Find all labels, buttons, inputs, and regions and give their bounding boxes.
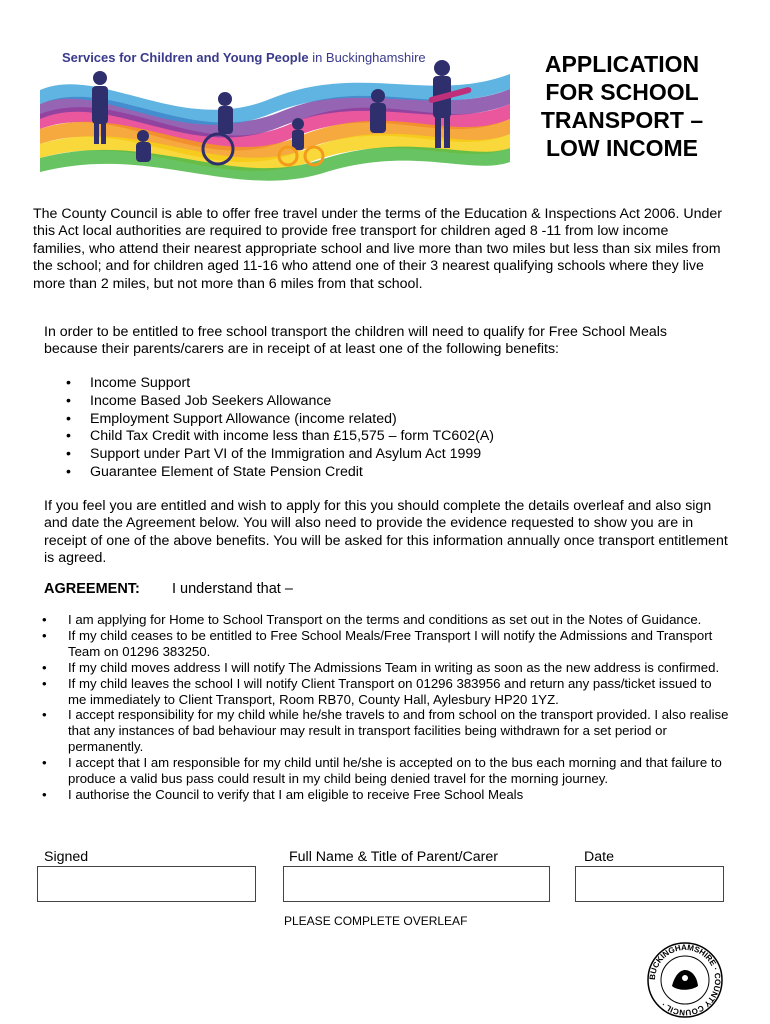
list-item: • If my child moves address I will notify The Admissions Team in writing as soon as the new address is confirmed. (40, 660, 730, 676)
list-item: • Guarantee Element of State Pension Credit (66, 464, 494, 482)
list-item: • I authorise the Council to verify that I am eligible to receive Free School Meals (40, 787, 730, 803)
list-item: • Income Support (66, 375, 494, 393)
full-name-label: Full Name & Title of Parent/Carer (289, 849, 498, 865)
svg-text:BUCKINGHAMSHIRE · COUNTY COUNC: BUCKINGHAMSHIRE · COUNTY COUNCIL · (647, 942, 723, 1018)
list-item: • Support under Part VI of the Immigration and Asylum Act 1999 (66, 446, 494, 464)
signed-label: Signed (44, 849, 89, 865)
agreement-intro: I understand that – (172, 581, 293, 597)
list-item: • I am applying for Home to School Transport on the terms and conditions as set out in the Notes of Guidance. (40, 612, 730, 628)
list-item: • If my child leaves the school I will notify Client Transport on 01296 383956 and return any pass/ticket issued to me immediately to Client Transport, Room RB70, County Hall, Aylesbury HP20 1YZ. (40, 676, 730, 708)
agreement-label: AGREEMENT: (44, 581, 140, 597)
agreement-terms-list (40, 612, 730, 803)
banner-illustration (40, 44, 510, 184)
list-item: • Child Tax Credit with income less than £15,575 – form TC602(A) (66, 428, 494, 446)
council-seal-icon (645, 940, 725, 1020)
date-field[interactable] (575, 866, 724, 902)
full-name-field[interactable] (283, 866, 550, 902)
signature-field[interactable] (37, 866, 256, 902)
list-item: • I accept responsibility for my child while he/she travels to and from school on the transport provided. I also realise that any instances of bad behaviour may result in transport facilities being withdrawn for a set period or permanently. (40, 707, 730, 755)
banner-org-title: Services for Children and Young People in Buckinghamshire (62, 50, 426, 65)
complete-overleaf-note: PLEASE COMPLETE OVERLEAF (284, 914, 468, 928)
list-item: • If my child ceases to be entitled to Free School Meals/Free Transport I will notify the Admissions and Transport Team on 01296 383250. (40, 628, 730, 660)
list-item: • Employment Support Allowance (income related) (66, 411, 494, 429)
list-item: • I accept that I am responsible for my child until he/she is accepted on to the bus each morning and that failure to produce a valid bus pass could result in my child being denied travel for the morning journey. (40, 755, 730, 787)
eligibility-paragraph: In order to be entitled to free school transport the children will need to qualify for Free School Meals because their parents/carers are in receipt of at least one of the following benefits: (44, 324, 668, 358)
agreement-heading (44, 581, 293, 597)
date-label: Date (584, 849, 614, 865)
page-title: APPLICATION FOR SCHOOL TRANSPORT – LOW INCOME (540, 51, 704, 161)
header-banner (40, 44, 510, 184)
intro-paragraph: The County Council is able to offer free travel under the terms of the Education & Inspections Act 2006. Under this Act local authorities are required to provide free transport for children aged 8 -11 from low income families, who attend their nearest appropriate school and live more than two miles but less than six miles from the school; and for children aged 11-16 who attend one of their 3 nearest qualifying schools where they live more than 2 miles, but not more than 6 miles from that school. (33, 206, 723, 292)
apply-paragraph: If you feel you are entitled and wish to apply for this you should complete the details overleaf and also sign and date the Agreement below. You will also need to provide the evidence requested to show you are in receipt of one of the above benefits. You will be asked for this information annually once transport entitlement is agreed. (44, 498, 728, 567)
list-item: • Income Based Job Seekers Allowance (66, 393, 494, 411)
benefits-list (66, 375, 494, 482)
